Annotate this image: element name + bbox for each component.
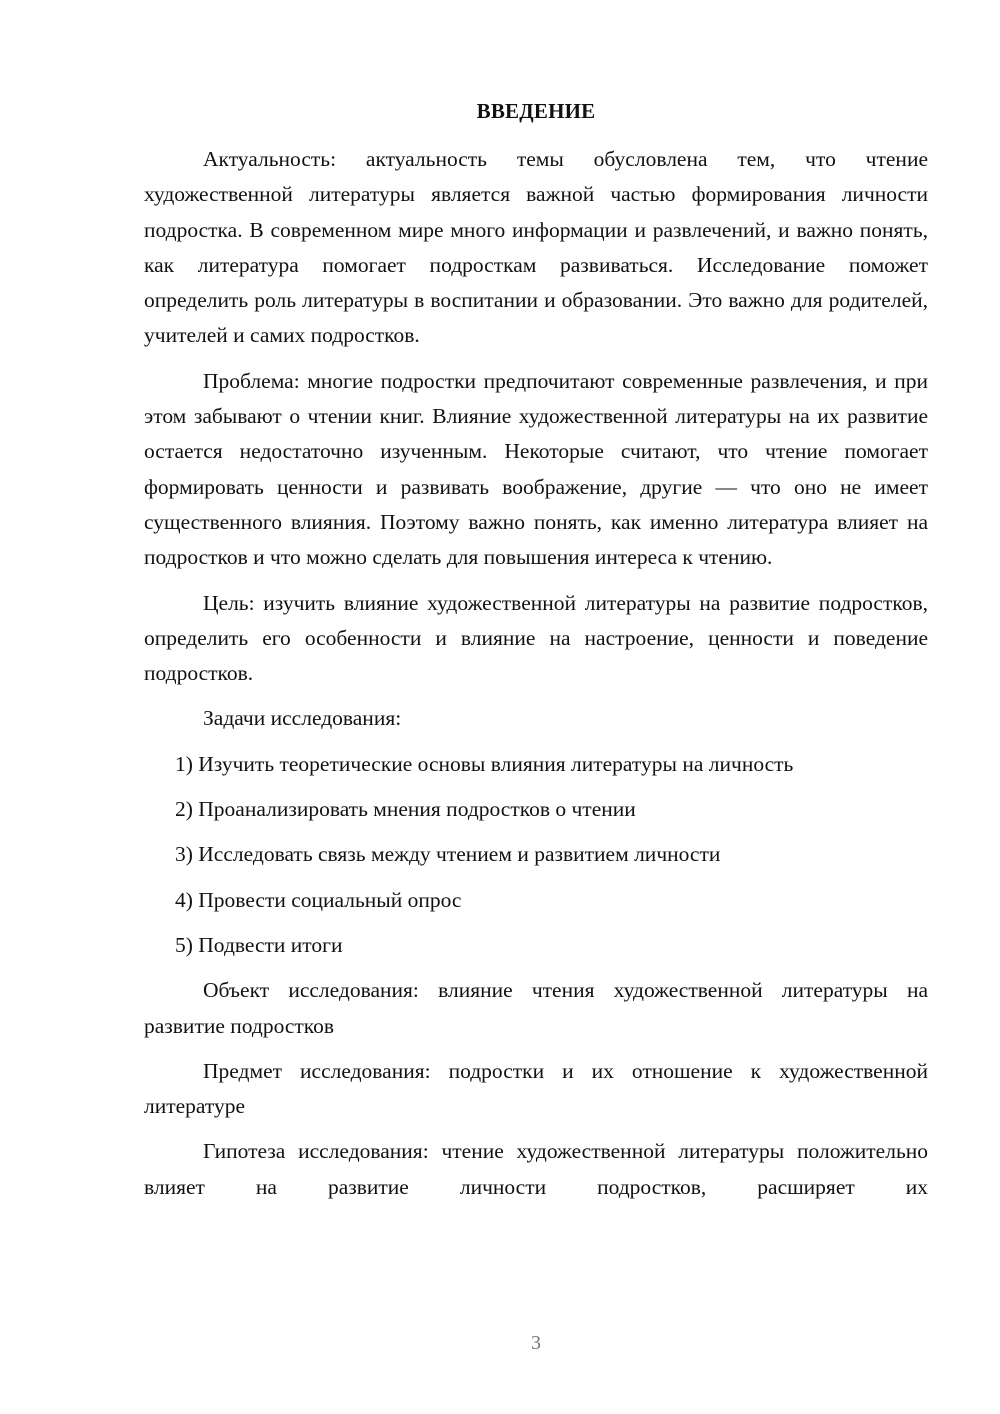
paragraph-goal: Цель: изучить влияние художественной литературы на развитие подростков, определить его особенности и влияние на настроение, ценности и поведение подростков. xyxy=(144,590,928,686)
task-item: 5) Подвести итоги xyxy=(175,932,343,957)
task-item: 4) Провести социальный опрос xyxy=(175,887,462,912)
paragraph-subject: Предмет исследования: подростки и их отношение к художественной литературе xyxy=(144,1058,928,1119)
tasks-list xyxy=(144,747,928,963)
document-body xyxy=(144,142,928,1215)
paragraph-relevance: Актуальность: актуальность темы обусловлена тем, что чтение художественной литературы является важной частью формирования личности подростка. В современном мире много информации и развлечений, и важно понять, как литература помогает подросткам развиваться. Исследование поможет определить роль литературы в воспитании и образовании. Это важно для родителей, учителей и самих подростков. xyxy=(144,147,928,348)
paragraph-hypothesis: Гипотеза исследования: чтение художественной литературы положительно влияет на развитие личности подростков, расширяет их xyxy=(144,1139,928,1199)
tasks-title: Задачи исследования: xyxy=(203,706,402,731)
section-heading: ВВЕДЕНИЕ xyxy=(476,99,596,123)
page-number: 3 xyxy=(531,1332,541,1354)
paragraph-problem: Проблема: многие подростки предпочитают современные развлечения, и при этом забывают о чтении книг. Влияние художественной литературы на их развитие остается недостаточно изученным. Некоторые считают, что чтение помогает формировать ценности и развивать воображение, другие — что оно не имеет существенного влияния. Поэтому важно понять, как именно литература влияет на подростков и что можно сделать для повышения интереса к чтению. xyxy=(144,368,928,570)
task-item: 3) Исследовать связь между чтением и развитием личности xyxy=(175,842,721,867)
task-item: 1) Изучить теоретические основы влияния литературы на личность xyxy=(175,751,794,776)
paragraph-object: Объект исследования: влияние чтения художественной литературы на развитие подростков xyxy=(144,978,928,1038)
task-item: 2) Проанализировать мнения подростков о чтении xyxy=(175,797,636,822)
